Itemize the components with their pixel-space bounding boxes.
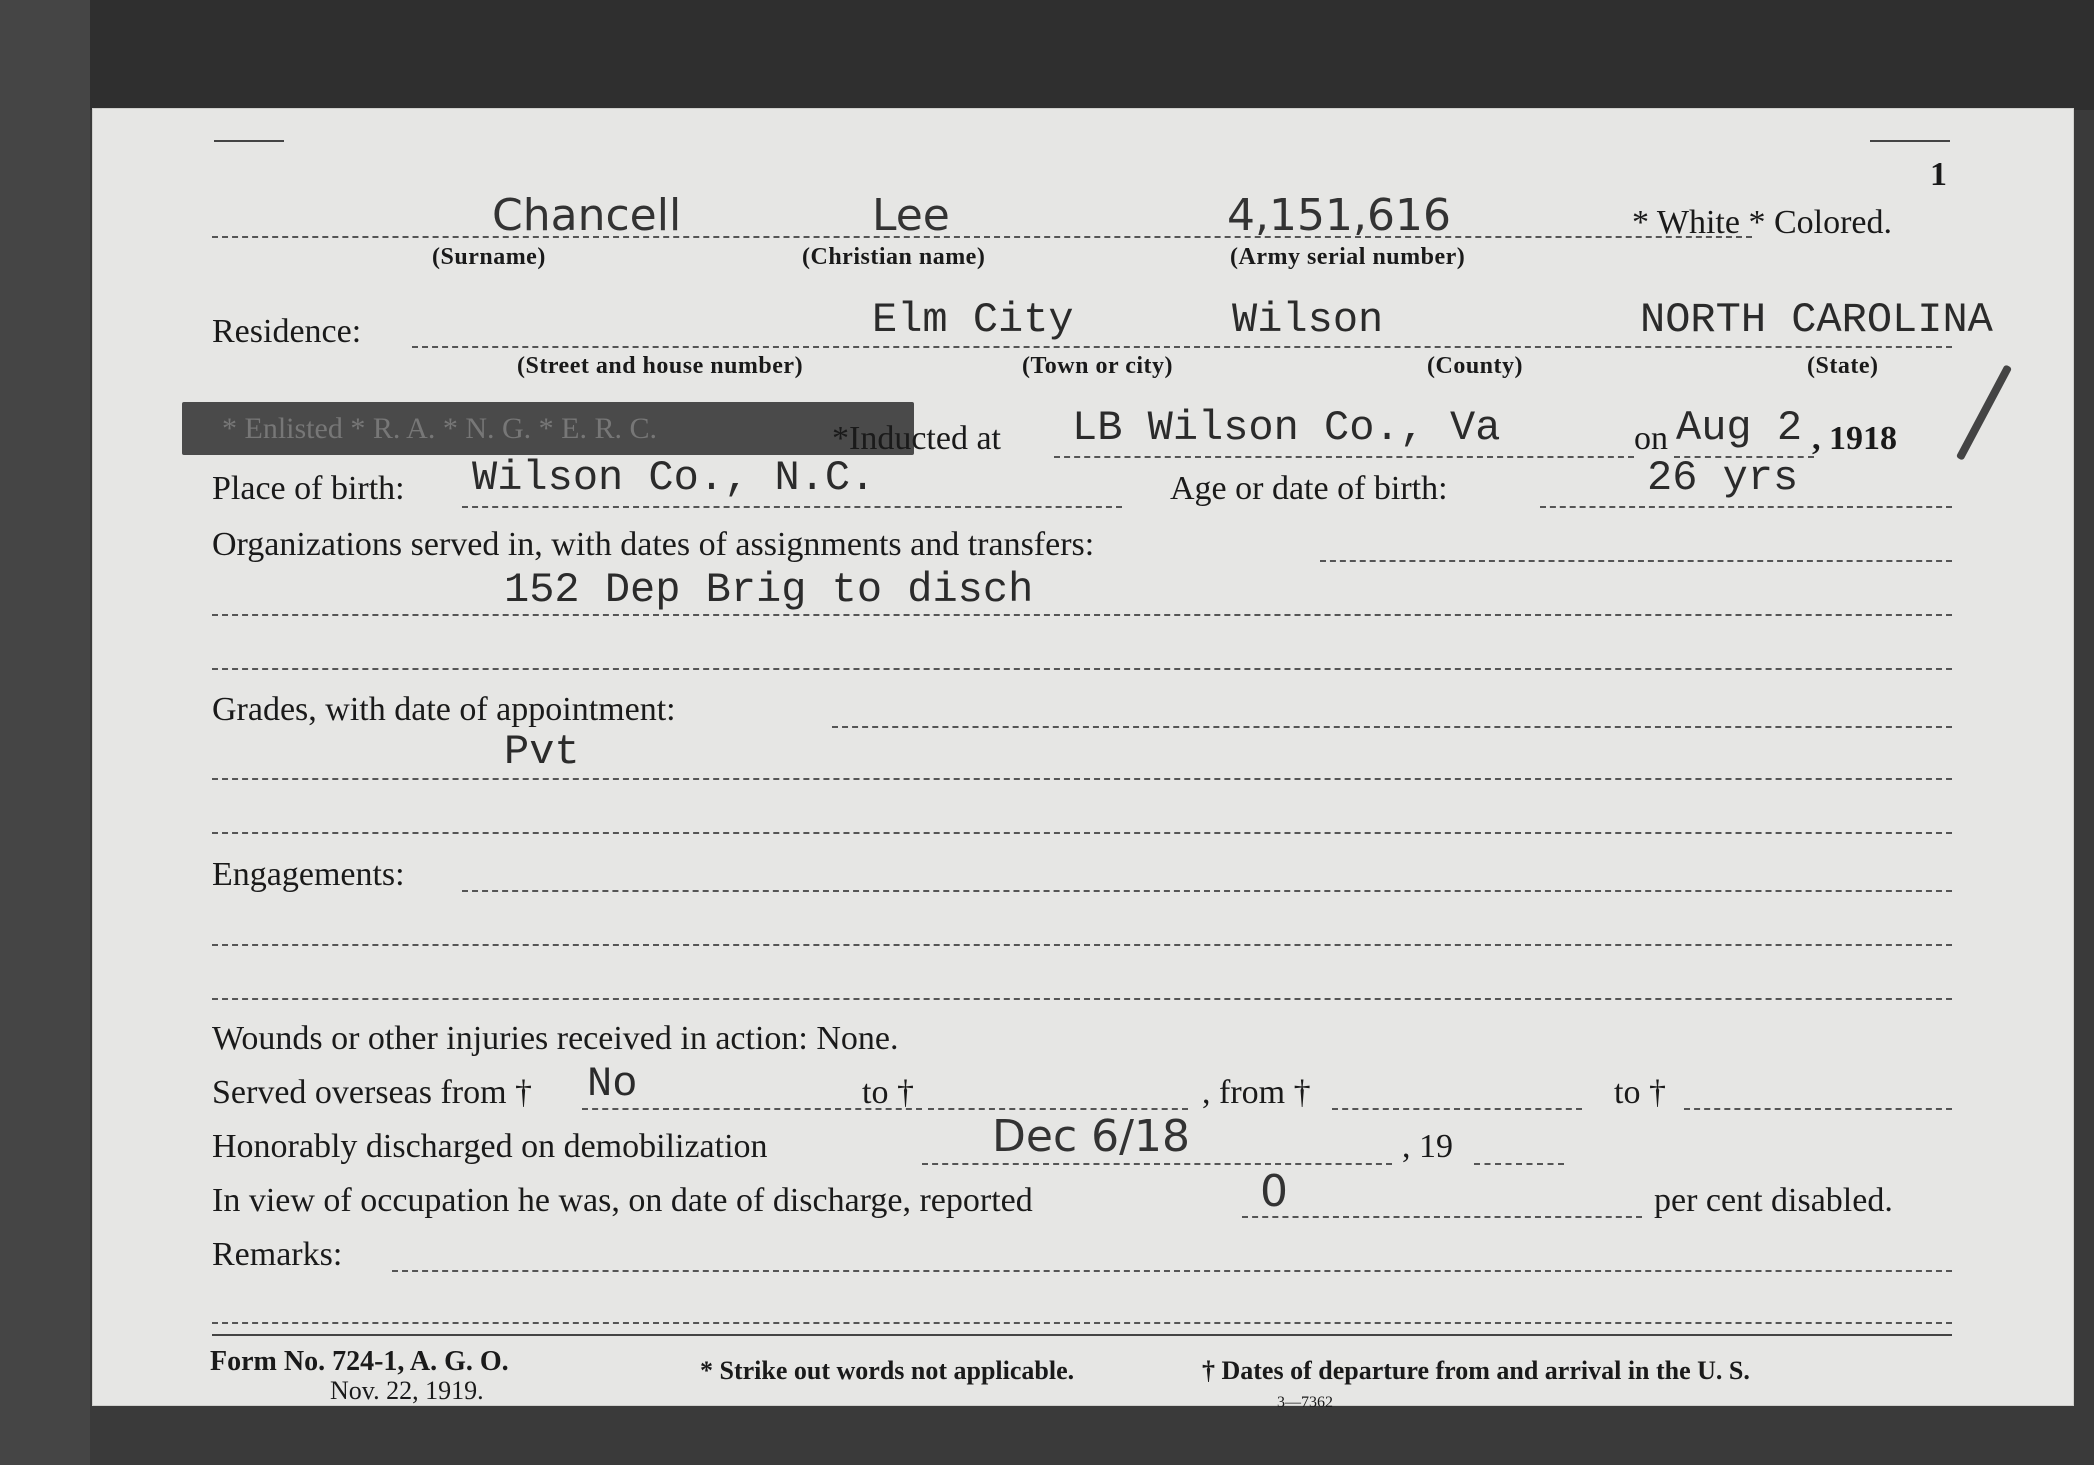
redacted-enlistment-strip bbox=[182, 402, 914, 455]
top-left-rule bbox=[214, 140, 284, 142]
scan-background-left bbox=[0, 0, 90, 1465]
inducted-label: *Inducted at bbox=[832, 420, 1001, 457]
race-options: * White * Colored. bbox=[1632, 204, 1892, 241]
discharge-date-value: Dec 6/18 bbox=[992, 1111, 1190, 1162]
disability-label: In view of occupation he was, on date of discharge, reported bbox=[212, 1182, 1033, 1219]
organizations-line-1 bbox=[1320, 560, 1952, 562]
engagements-line-3 bbox=[212, 998, 1952, 1000]
place-of-birth-value: Wilson Co., N.C. bbox=[472, 454, 876, 502]
form-number: Form No. 724-1, A. G. O. bbox=[210, 1346, 509, 1377]
engagements-line-2 bbox=[212, 944, 1952, 946]
form-date: Nov. 22, 1919. bbox=[330, 1376, 484, 1405]
town-caption: (Town or city) bbox=[1022, 353, 1173, 379]
inducted-date-value: Aug 2 bbox=[1676, 404, 1803, 452]
town-value: Elm City bbox=[872, 296, 1074, 344]
organizations-line-2 bbox=[212, 614, 1952, 616]
overseas-to-1: to † bbox=[862, 1074, 914, 1111]
engagements-label: Engagements: bbox=[212, 856, 405, 893]
inducted-on-label: on bbox=[1634, 420, 1668, 457]
age-label: Age or date of birth: bbox=[1170, 470, 1448, 507]
overseas-value: No bbox=[587, 1060, 638, 1108]
service-record-card bbox=[92, 108, 2074, 1411]
residence-label: Residence: bbox=[212, 313, 362, 350]
christian-name-value: Lee bbox=[872, 190, 950, 241]
christian-name-caption: (Christian name) bbox=[802, 244, 986, 270]
name-line bbox=[212, 236, 1752, 238]
inducted-year: , 1918 bbox=[1812, 420, 1897, 457]
serial-number-value: 4,151,616 bbox=[1227, 190, 1451, 241]
age-value: 26 yrs bbox=[1647, 454, 1799, 502]
inducted-place-value: LB Wilson Co., Va bbox=[1072, 404, 1501, 452]
overseas-to1-line bbox=[928, 1108, 1188, 1110]
grades-value: Pvt bbox=[504, 728, 580, 776]
discharge-year-line bbox=[1474, 1163, 1564, 1165]
overseas-to2-line bbox=[1684, 1108, 1952, 1110]
serial-number-caption: (Army serial number) bbox=[1230, 244, 1466, 270]
card-number: 1 bbox=[1930, 156, 1947, 193]
struck-enlistment-options: * Enlisted * R. A. * N. G. * E. R. C. bbox=[222, 412, 658, 445]
remarks-label: Remarks: bbox=[212, 1236, 343, 1273]
footer-rule bbox=[212, 1334, 1952, 1336]
disability-value: 0 bbox=[1260, 1166, 1288, 1217]
remarks-line-2 bbox=[212, 1322, 1952, 1324]
disability-suffix: per cent disabled. bbox=[1654, 1182, 1893, 1219]
wounds-text: Wounds or other injuries received in action: None. bbox=[212, 1020, 899, 1057]
county-value: Wilson bbox=[1232, 296, 1384, 344]
overseas-from-2: , from † bbox=[1202, 1074, 1311, 1111]
place-of-birth-line bbox=[462, 506, 1122, 508]
discharge-line bbox=[922, 1163, 1392, 1165]
grades-line-1 bbox=[832, 726, 1952, 728]
inducted-line bbox=[1054, 456, 1634, 458]
overseas-label: Served overseas from † bbox=[212, 1074, 533, 1111]
street-caption: (Street and house number) bbox=[517, 353, 804, 379]
overseas-from2-line bbox=[1332, 1108, 1582, 1110]
age-line bbox=[1540, 506, 1952, 508]
surname-value: Chancell bbox=[492, 190, 682, 241]
county-caption: (County) bbox=[1427, 353, 1524, 379]
residence-line bbox=[412, 346, 1952, 348]
remarks-line-1 bbox=[392, 1270, 1952, 1272]
grades-label: Grades, with date of appointment: bbox=[212, 691, 676, 728]
engagements-line-1 bbox=[462, 890, 1952, 892]
organizations-label: Organizations served in, with dates of assignments and transfers: bbox=[212, 526, 1095, 563]
strike-out-footnote: * Strike out words not applicable. bbox=[700, 1356, 1075, 1385]
state-value: NORTH CAROLINA bbox=[1640, 296, 1993, 344]
grades-line-3 bbox=[212, 832, 1952, 834]
top-right-rule bbox=[1870, 140, 1950, 142]
organizations-value: 152 Dep Brig to disch bbox=[504, 566, 1034, 614]
scan-background-top bbox=[0, 0, 2094, 110]
organizations-line-3 bbox=[212, 668, 1952, 670]
dates-footnote: † Dates of departure from and arrival in the U. S. bbox=[1202, 1356, 1750, 1385]
grades-line-2 bbox=[212, 778, 1952, 780]
disability-line bbox=[1242, 1216, 1642, 1218]
discharge-year: , 19 bbox=[1402, 1128, 1453, 1165]
state-caption: (State) bbox=[1807, 353, 1879, 379]
surname-caption: (Surname) bbox=[432, 244, 546, 270]
discharge-label: Honorably discharged on demobilization bbox=[212, 1128, 768, 1165]
place-of-birth-label: Place of birth: bbox=[212, 470, 405, 507]
print-code: 3—7362 bbox=[1277, 1394, 1333, 1411]
overseas-to-2: to † bbox=[1614, 1074, 1666, 1111]
